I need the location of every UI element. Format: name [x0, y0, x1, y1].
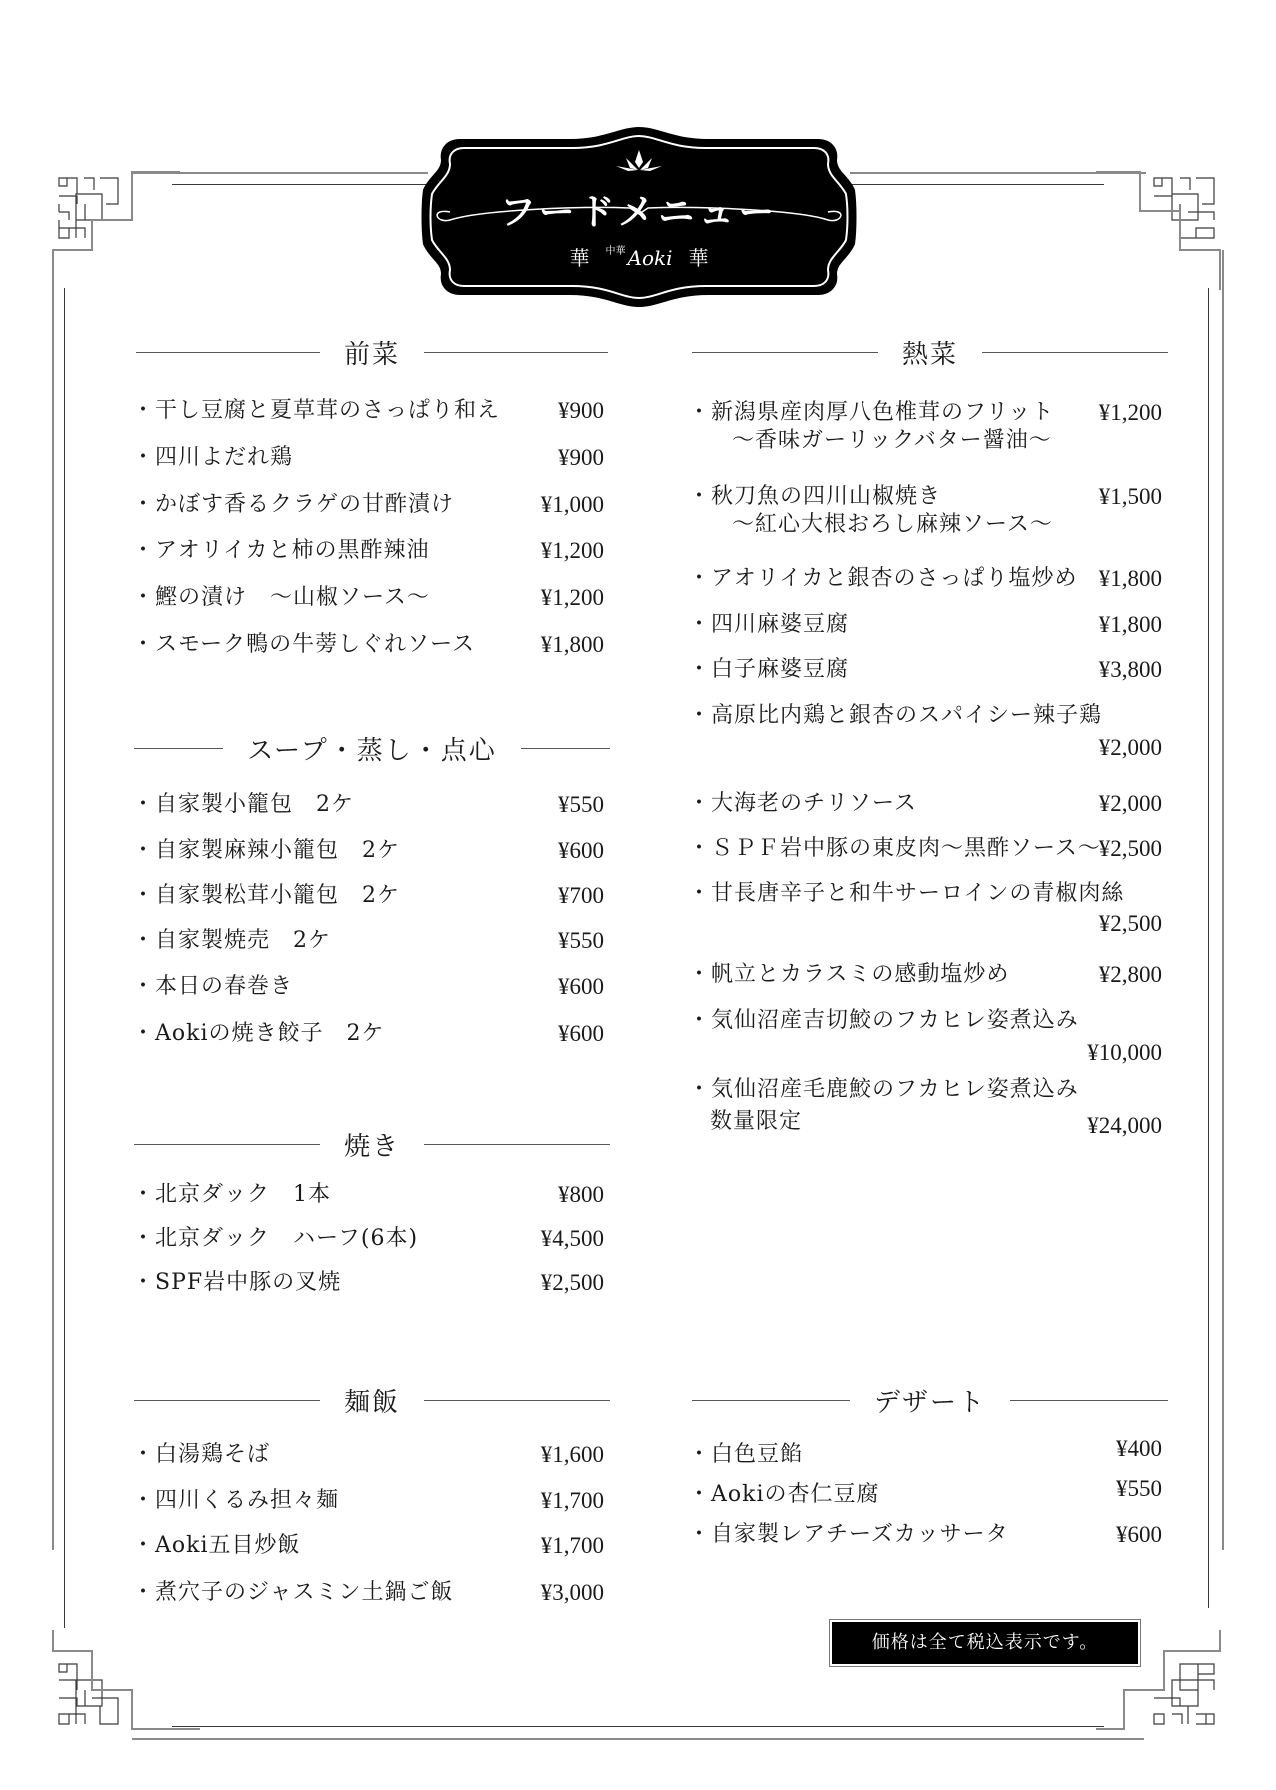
menu-item [688, 701, 1162, 763]
frame-left-line [52, 250, 54, 1550]
item-name: ・自家製麻辣小籠包 2ケ [132, 838, 400, 863]
menu-item [132, 1268, 604, 1298]
item-price: ¥1,200 [540, 585, 604, 610]
menu-item [132, 490, 604, 520]
item-name: ・高原比内鶏と銀杏のスパイシー辣子鶏 [688, 703, 1103, 728]
corner-ornament-bottom-left [40, 1630, 200, 1750]
item-name: ・気仙沼産吉切鮫のフカヒレ姿煮込み [688, 1008, 1079, 1033]
title-plaque [420, 124, 858, 310]
item-price: ¥2,800 [1098, 962, 1162, 987]
item-name: ・Aokiの焼き餃子 2ケ [132, 1021, 385, 1046]
item-price: ¥900 [558, 398, 604, 423]
frame-inner-top-left [172, 184, 432, 185]
item-name: ・大海老のチリソース [688, 791, 917, 816]
item-name: ・アオリイカと銀杏のさっぱり塩炒め [688, 566, 1078, 591]
item-price: ¥1,200 [1098, 400, 1162, 425]
menu-item [688, 1520, 1162, 1550]
item-name: ・四川よだれ鶏 [132, 445, 294, 470]
section-header-nessai [692, 332, 1168, 372]
item-name: ・自家製小籠包 2ケ [132, 792, 354, 817]
logo-glyph-right: 華 [688, 246, 709, 270]
divider [692, 1400, 850, 1401]
item-name: ・SPF岩中豚の叉焼 [132, 1270, 342, 1295]
menu-item [132, 536, 604, 566]
item-price: ¥1,700 [540, 1533, 604, 1558]
divider [136, 352, 320, 353]
item-price: ¥1,200 [540, 538, 604, 563]
item-name: ・白子麻婆豆腐 [688, 657, 850, 682]
section-header-zensai [136, 332, 608, 372]
item-price: ¥24,000 [1087, 1113, 1162, 1138]
section-title: 焼き [344, 1131, 401, 1162]
menu-item [132, 1486, 604, 1516]
menu-item [688, 834, 1162, 864]
item-price: ¥1,600 [540, 1442, 604, 1467]
item-name: ・本日の春巻き [132, 974, 294, 999]
divider [982, 352, 1168, 353]
menu-item [132, 583, 604, 613]
menu-item [132, 836, 604, 866]
frame-inner-left [64, 288, 65, 1628]
item-price: ¥1,800 [1098, 566, 1162, 591]
item-name: ・Aokiの杏仁豆腐 [688, 1482, 880, 1507]
item-price: ¥1,500 [1098, 484, 1162, 509]
item-price: ¥1,700 [540, 1488, 604, 1513]
section-header-soup [134, 728, 610, 768]
item-price: ¥900 [558, 445, 604, 470]
item-name: ・自家製松茸小籠包 2ケ [132, 883, 400, 908]
restaurant-logo [420, 242, 858, 271]
item-name: ・ＳＰＦ岩中豚の東皮肉～黒酢ソース～ [688, 836, 1101, 861]
logo-name: Aoki [627, 246, 673, 270]
section-header-dessert [692, 1380, 1168, 1420]
item-price: ¥800 [558, 1182, 604, 1207]
item-price: ¥550 [558, 792, 604, 817]
frame-inner-top-right [848, 184, 1104, 185]
item-name: ・四川麻婆豆腐 [688, 612, 850, 637]
divider [424, 1400, 610, 1401]
item-price: ¥700 [558, 883, 604, 908]
item-name: ・甘長唐辛子と和牛サーロインの青椒肉絲 [688, 881, 1125, 906]
section-title: 熱菜 [902, 339, 959, 370]
item-price: ¥3,000 [540, 1580, 604, 1605]
item-name: ・スモーク鴨の牛蒡しぐれソース [132, 632, 476, 657]
item-name: ・自家製レアチーズカッサータ [688, 1522, 1009, 1547]
item-name: ・新潟県産肉厚八色椎茸のフリット [688, 400, 1055, 425]
menu-item [688, 879, 1162, 941]
section-header-menmeshi [134, 1380, 610, 1420]
item-name: ・煮穴子のジャスミン土鍋ご飯 [132, 1580, 454, 1605]
item-name: ・かぼす香るクラゲの甘酢漬け [132, 492, 455, 517]
item-price: ¥550 [558, 928, 604, 953]
section-title: 前菜 [344, 339, 401, 370]
menu-item [132, 1224, 604, 1254]
frame-right-line [1222, 250, 1224, 1550]
item-price: ¥3,800 [1098, 657, 1162, 682]
frame-inner-right [1208, 288, 1209, 1608]
menu-item [132, 1019, 604, 1049]
item-price: ¥2,000 [1098, 791, 1162, 816]
item-price: ¥1,000 [540, 492, 604, 517]
item-name: ・帆立とカラスミの感動塩炒め [688, 962, 1010, 987]
menu-item [688, 1434, 1162, 1470]
menu-item [688, 960, 1162, 990]
item-name: ・北京ダック ハーフ(6本) [132, 1226, 419, 1251]
menu-item [688, 482, 1162, 542]
tax-notice: 価格は全て税込表示です。 [830, 1620, 1140, 1666]
menu-item [132, 1578, 604, 1608]
corner-ornament-top-right [1096, 140, 1236, 290]
logo-small-text: 中華 [605, 246, 626, 257]
item-price: ¥600 [558, 974, 604, 999]
menu-title: フードメニュー [499, 191, 779, 233]
logo-glyph-left: 華 [569, 246, 590, 270]
menu-item [132, 443, 604, 473]
divider [424, 352, 608, 353]
menu-item [132, 972, 604, 1002]
item-price: ¥4,500 [540, 1226, 604, 1251]
item-price: ¥2,500 [1098, 836, 1162, 861]
menu-item [688, 655, 1162, 685]
item-name: ・気仙沼産毛鹿鮫のフカヒレ姿煮込み [688, 1077, 1079, 1102]
menu-item [688, 1006, 1162, 1068]
item-name: ・北京ダック 1本 [132, 1182, 331, 1207]
corner-ornament-top-left [40, 140, 180, 290]
item-price: ¥600 [558, 1021, 604, 1046]
section-title: スープ・蒸し・点心 [247, 735, 497, 766]
menu-item [132, 630, 604, 660]
item-subtitle: ～香味ガーリックバター醤油～ [732, 428, 1052, 453]
menu-item [132, 1180, 604, 1210]
item-price: ¥600 [558, 838, 604, 863]
item-name: ・白湯鶏そば [132, 1442, 271, 1467]
item-subtitle: 数量限定 [710, 1109, 803, 1134]
item-price: ¥2,000 [1098, 735, 1162, 760]
divider [1010, 1400, 1168, 1401]
menu-item [132, 926, 604, 956]
item-name: ・鰹の漬け ～山椒ソース～ [132, 585, 430, 610]
item-name: ・干し豆腐と夏草茸のさっぱり和え [132, 398, 501, 423]
item-name: ・自家製焼売 2ケ [132, 928, 331, 953]
divider [692, 352, 878, 353]
item-price: ¥10,000 [1087, 1040, 1162, 1065]
frame-bottom-line [132, 1738, 1144, 1740]
frame-inner-bottom [172, 1726, 1104, 1727]
section-title: デザート [874, 1387, 987, 1418]
menu-item [688, 1075, 1162, 1137]
item-price: ¥550 [1116, 1476, 1162, 1501]
item-name: ・四川くるみ担々麺 [132, 1488, 340, 1513]
divider [521, 748, 610, 749]
item-name: ・秋刀魚の四川山椒焼き [688, 484, 942, 509]
item-price: ¥400 [1116, 1436, 1162, 1461]
menu-item [132, 790, 604, 820]
item-name: ・Aoki五目炒飯 [132, 1533, 301, 1558]
divider [424, 1144, 610, 1145]
section-title: 麺飯 [344, 1387, 401, 1418]
menu-item [132, 396, 604, 426]
menu-item [688, 789, 1162, 819]
item-name: ・アオリイカと柿の黒酢辣油 [132, 538, 430, 563]
menu-item [688, 610, 1162, 640]
section-header-yaki [134, 1124, 610, 1164]
menu-item [132, 1531, 604, 1561]
item-subtitle: ～紅心大根おろし麻辣ソース～ [732, 512, 1053, 537]
item-price: ¥600 [1116, 1522, 1162, 1547]
menu-item [688, 398, 1162, 458]
item-price: ¥1,800 [540, 632, 604, 657]
menu-item [132, 881, 604, 911]
item-price: ¥2,500 [1098, 911, 1162, 936]
menu-item [688, 1474, 1162, 1510]
divider [134, 748, 223, 749]
menu-item [132, 1440, 604, 1470]
divider [134, 1400, 320, 1401]
menu-item [688, 564, 1162, 594]
item-name: ・白色豆餡 [688, 1442, 804, 1467]
item-price: ¥1,800 [1098, 612, 1162, 637]
item-price: ¥2,500 [540, 1270, 604, 1295]
divider [134, 1144, 320, 1145]
